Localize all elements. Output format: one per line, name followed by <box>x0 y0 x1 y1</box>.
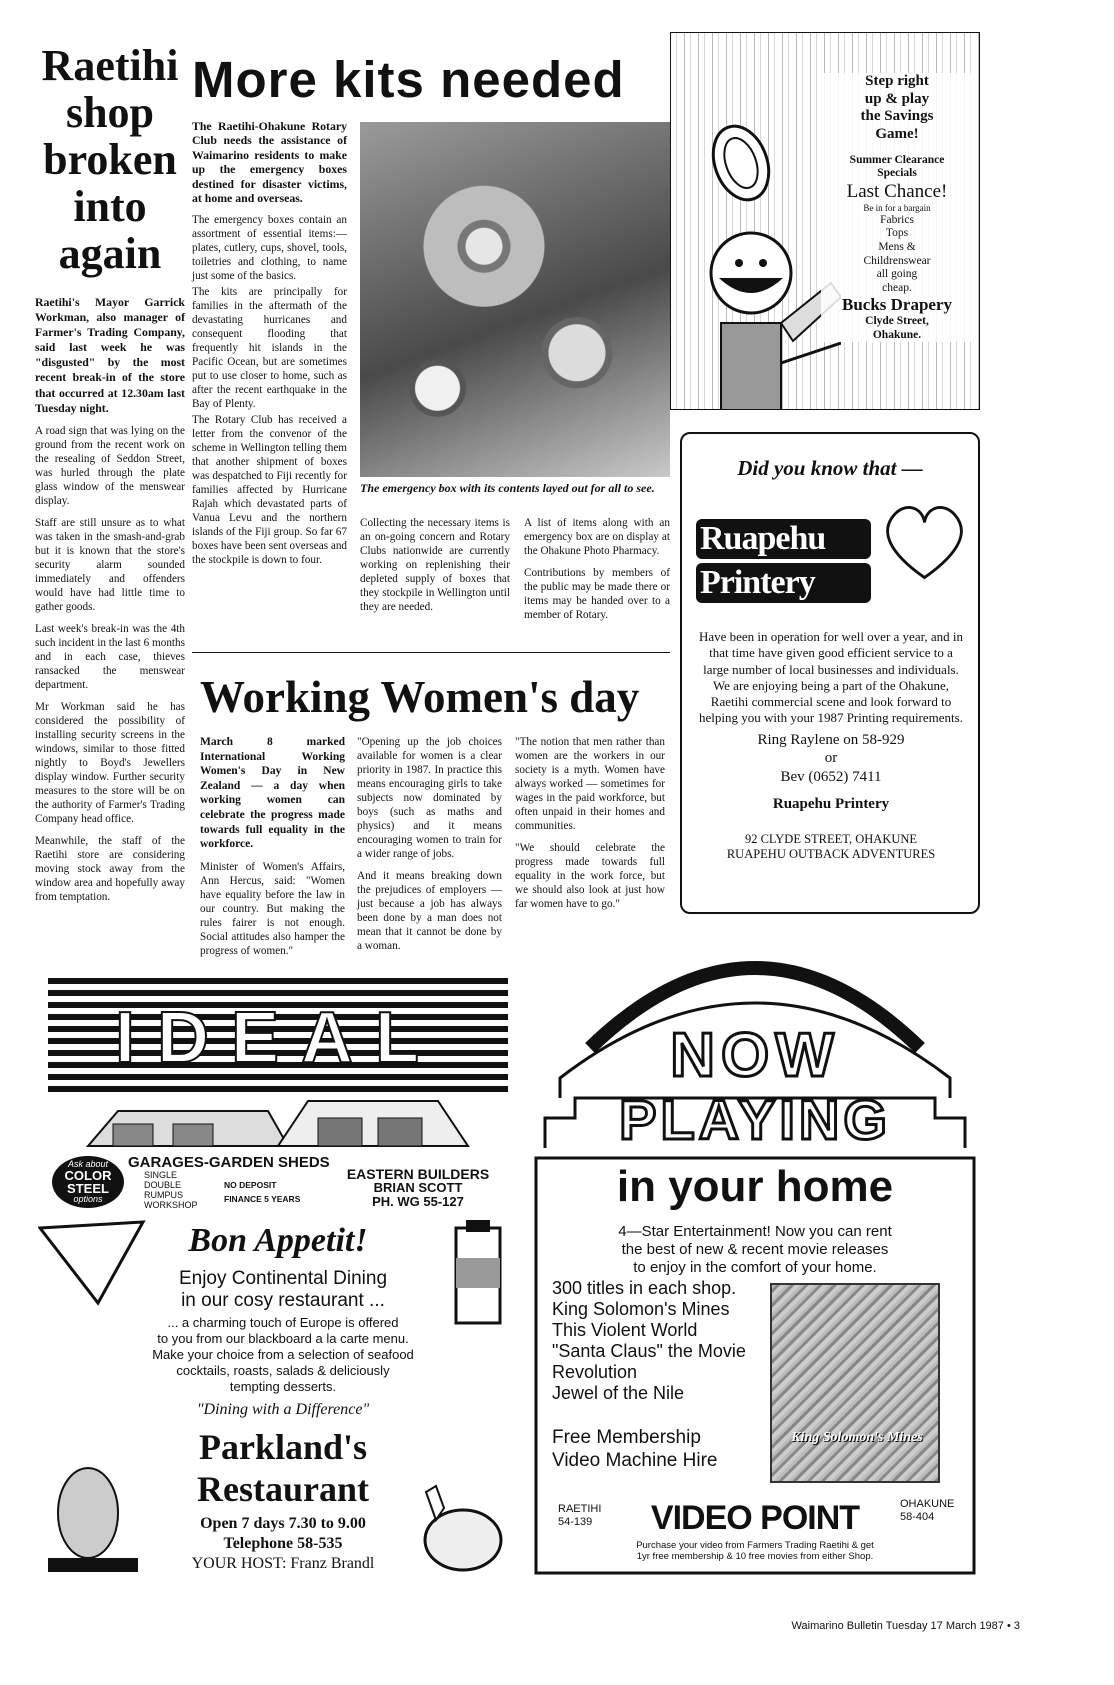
bucks-l5: Summer Clearance <box>849 153 945 166</box>
bucks-l12: Childrenswear <box>863 254 931 267</box>
women-col3 <box>515 735 665 919</box>
finance-years: FINANCE 5 YEARS <box>224 1194 301 1204</box>
raetihi-lede: Raetihi's Mayor Garrick Workman, also manager of Farmer's Trading Company, said last week he was "disgusted" by the most recent break-in of the store that occurred at 12.30am last Tuesday night. <box>35 295 185 415</box>
steel-text: STEEL <box>67 1181 109 1196</box>
video-foot2: 1yr free membership & 10 free movies from either Shop. <box>636 1551 874 1562</box>
parkland-l6: cocktails, roasts, salads & deliciously <box>176 1363 390 1378</box>
kits-col2 <box>360 516 510 622</box>
parkland-slogan: "Dining with a Difference" <box>196 1401 370 1418</box>
women-p5: "We should celebrate the progress made towards full equality in the work force, but we should also look at just how far women have to go." <box>515 842 665 910</box>
eastern-builders: EASTERN BUILDERS <box>346 1166 490 1182</box>
video-foot1: Purchase your video from Farmers Trading Raetihi & get <box>636 1540 874 1551</box>
divider <box>192 652 670 653</box>
video-footer <box>550 1540 960 1562</box>
video-tag2: the best of new & recent movie releases <box>621 1241 889 1258</box>
ideal-logo: IDEAL <box>115 998 441 1078</box>
video-t5: Revolution <box>552 1362 638 1382</box>
video-m1: Free Membership <box>552 1427 701 1448</box>
garages-text: GARAGES-GARDEN SHEDS <box>128 1154 330 1171</box>
type-rumpus: RUMPUS <box>144 1190 184 1200</box>
kits-lede: The Raetihi-Ohakune Rotary Club needs the assistance of Waimarino residents to make up the emergency boxes destined for disaster victims, at home and overseas. <box>192 119 347 205</box>
women-col1 <box>200 735 345 966</box>
bottles-illustration <box>448 1218 508 1328</box>
finance-terms <box>224 1178 300 1206</box>
bucks-l11: Mens & <box>878 241 916 254</box>
kits-p3: The Rotary Club has received a letter from the convenor of the scheme in Wellington telling them that another shipment of boxes was despatched to Fiji recently for families affected by Hurricane Rajah which devastated parts of Vanua Levu and the northern islands of the Fiji group. So far 67 boxes have been sent overseas and the stockpile is down to four. <box>192 414 348 567</box>
bucks-l2: up & play <box>864 90 930 107</box>
video-t1: 300 titles in each shop. <box>552 1278 737 1298</box>
photo-caption: The emergency box with its contents layed out for all to see. <box>360 481 655 495</box>
building-types <box>144 1170 198 1210</box>
women-p4: "The notion that men rather than women are the workers in our society is a myth. Women have always worked — sometimes for wages in the paid workforce, but often unpaid in their homes and communities. <box>515 736 665 832</box>
no-deposit: NO DEPOSIT <box>224 1180 277 1190</box>
type-single: SINGLE <box>144 1170 178 1180</box>
cartoon-man-illustration <box>671 73 841 410</box>
video-t4: "Santa Claus" the Movie <box>552 1341 746 1361</box>
parkland-l5: Make your choice from a selection of seafood <box>152 1347 414 1362</box>
kits-col3 <box>524 516 670 630</box>
video-t2: King Solomon's Mines <box>552 1299 730 1319</box>
color-steel-badge <box>52 1156 124 1208</box>
video-tag1: 4—Star Entertainment! Now you can rent <box>618 1223 892 1240</box>
color-text: COLOR <box>64 1168 112 1183</box>
parkland-desc <box>113 1315 453 1395</box>
ruapehu-tag: RUAPEHU OUTBACK ADVENTURES <box>726 847 936 862</box>
parkland-l2: in our cosy restaurant ... <box>181 1290 385 1311</box>
options-text: options <box>73 1194 103 1204</box>
parkland-open: Open 7 days 7.30 to 9.00 <box>200 1515 366 1532</box>
parkland-name1: Parkland's <box>198 1427 368 1467</box>
raetihi-label: RAETIHI <box>558 1503 602 1515</box>
parkland-l3: ... a charming touch of Europe is offered <box>167 1315 399 1330</box>
kits-p1: The emergency boxes contain an assortment of essential items:— plates, cutlery, cups, shovel, tools, toiletries and clothing, to name just some of the basics. <box>192 214 347 283</box>
parkland-intro <box>123 1268 443 1312</box>
parkland-host: YOUR HOST: Franz Brandl <box>191 1555 375 1572</box>
raetihi-number: 54-139 <box>558 1516 593 1528</box>
ideal-ad <box>48 978 508 1210</box>
movie-cover-title: King Solomon's Mines <box>791 1430 923 1445</box>
video-point-logo: VIDEO POINT <box>650 1499 860 1537</box>
heart-icon <box>877 494 972 589</box>
ruapehu-title: Did you know that — <box>737 456 923 480</box>
ruapehu-logo <box>696 519 871 603</box>
kits-p4: Collecting the necessary items is an on-going concern and Rotary Clubs nationwide are currently working on replenishing their depleted supply of boxes that they stockpile in Wellington until they are needed. <box>360 517 510 613</box>
women-p1: Minister of Women's Affairs, Ann Hercus, said: "Women have equality before the law in our country. But making the rules fairer is not enough. Social attitudes also hamper the progress of women." <box>200 860 345 957</box>
bucks-l4: Game! <box>875 126 919 143</box>
bucks-name: Bucks Drapery <box>841 295 953 315</box>
bucks-l7: Last Chance! <box>846 180 948 202</box>
ruapehu-body <box>698 629 964 863</box>
parkland-name <box>138 1426 428 1510</box>
women-headline: Working Women's day <box>200 672 640 722</box>
page-footer: Waimarino Bulletin Tuesday 17 March 1987 • 3 <box>791 1620 1020 1632</box>
parkland-title: Bon Appetit! <box>188 1222 368 1259</box>
ruapehu-logo-line2: Printery <box>696 563 871 603</box>
ideal-phone: PH. WG 55-127 <box>372 1194 464 1209</box>
brian-scott: BRIAN SCOTT <box>373 1180 463 1195</box>
ruapehu-para2: We are enjoying being a part of the Ohakune, Raetihi commercial scene and look forward to helping you with your 1987 Printing requirements. <box>699 677 963 726</box>
raetihi-p3: Last week's break-in was the 4th such incident in the last 6 months and in each case, thieves ransacked the menswear department. <box>35 622 185 691</box>
raetihi-p4: Mr Workman said he has considered the possibility of installing security screens in the windows, similar to those fitted nightly to Boyd's Jewellers display window. Further security measures to the store will be on the authority of Farmer's Trading Company head office. <box>35 700 185 825</box>
parkland-info <box>138 1514 428 1574</box>
bucks-l14: cheap. <box>882 281 912 294</box>
video-t3: This Violent World <box>552 1320 698 1340</box>
ruapehu-or: or <box>824 750 838 767</box>
ruapehu-bev: Bev (0652) 7411 <box>780 769 882 785</box>
parkland-l7: tempting desserts. <box>229 1379 337 1394</box>
ohakune-number: 58-404 <box>900 1511 935 1523</box>
ruapehu-ad <box>680 432 980 914</box>
video-tag3: to enjoy in the comfort of your home. <box>633 1259 877 1276</box>
type-workshop: WORKSHOP <box>144 1200 198 1210</box>
now-text: NOW <box>670 1021 840 1090</box>
parkland-l4: to you from our blackboard a la carte menu. <box>157 1331 409 1346</box>
women-col2 <box>357 735 502 961</box>
raetihi-p5: Meanwhile, the staff of the Raetihi store are considering moving stock away from the window area and hopefully away from temptation. <box>35 834 185 903</box>
bucks-l3: the Savings <box>860 108 934 125</box>
ohakune-phone <box>900 1498 954 1524</box>
raetihi-p2: Staff are still unsure as to what was taken in the smash-and-grab but it is known that the store's security alarm sounded immediately and offenders would have had little time to gather goods. <box>35 516 185 613</box>
parkland-l1: Enjoy Continental Dining <box>178 1268 388 1289</box>
bucks-l6: Specials <box>877 167 917 180</box>
emergency-box-photo <box>360 122 670 477</box>
kits-p6: Contributions by members of the public may be made there or items may be handed over to a member of Rotary. <box>524 567 670 621</box>
parkland-ad <box>38 1218 508 1583</box>
bucks-l10: Tops <box>885 227 909 240</box>
in-your-home: in your home <box>616 1162 894 1211</box>
parkland-name2: Restaurant <box>197 1469 369 1509</box>
bucks-l8: Be in for a bargain <box>863 203 931 214</box>
buildings-illustration <box>78 1096 478 1154</box>
bucks-text <box>821 73 973 342</box>
bucks-l9: Fabrics <box>880 213 914 226</box>
raetihi-headline: Raetihi shop broken into again <box>41 41 179 278</box>
ruapehu-name: Ruapehu Printery <box>772 795 890 812</box>
raetihi-p1: A road sign that was lying on the ground from the recent work on the resealing of Seddon Street, was hurled through the plate glass window of the menswear display. <box>35 424 185 507</box>
ohakune-label: OHAKUNE <box>900 1498 955 1510</box>
kits-headline: More kits needed <box>192 51 625 108</box>
chicken-illustration <box>418 1480 508 1580</box>
builder-contact <box>328 1167 508 1209</box>
video-t6: Jewel of the Nile <box>552 1383 685 1403</box>
women-lede: March 8 marked International Working Women's Day in New Zealand — a day when working women can celebrate the progress made towards full equality in the workforce. <box>200 736 345 851</box>
raetihi-phone <box>558 1503 601 1529</box>
kits-p2: The kits are principally for families in the aftermath of the devastating hurricanes and consequent flooding that frequently hit islands in the Pacific Ocean, but are sometimes put to use closer to home, such as after the recent earthquake in the Bay of Plenty. <box>192 286 347 411</box>
movie-cover-image <box>770 1283 940 1483</box>
kits-p5: A list of items along with an emergency box are on display at the Ohakune Photo Pharmacy. <box>524 517 670 557</box>
raetihi-story <box>35 42 185 912</box>
ask-about: Ask about <box>67 1159 109 1169</box>
bucks-l1: Step right <box>865 73 929 89</box>
video-m2: Video Machine Hire <box>552 1450 718 1471</box>
type-double: DOUBLE <box>144 1180 182 1190</box>
bucks-addr2: Ohakune. <box>872 328 922 341</box>
parkland-tel: Telephone 58-535 <box>223 1535 343 1552</box>
kits-col1 <box>192 119 347 575</box>
bucks-l13: all going <box>876 268 918 281</box>
ruapehu-logo-line1: Ruapehu <box>696 519 871 559</box>
women-p2: "Opening up the job choices available for women is a clear priority in 1987. In practice this means encouraging girls to take subjects now dominated by boys (such as maths and physics) and it means encouraging women to train for a wider range of jobs. <box>357 736 502 860</box>
women-p3: And it means breaking down the prejudices of employers — just because a job has always been done by a man does not mean that it cannot be done by a woman. <box>357 870 502 952</box>
bucks-ad <box>670 32 980 410</box>
ruapehu-ring: Ring Raylene on 58-929 <box>757 731 905 748</box>
video-tagline <box>550 1223 960 1277</box>
playing-text: PLAYING <box>619 1088 891 1151</box>
bucks-addr1: Clyde Street, <box>865 315 929 328</box>
corn-illustration <box>38 1458 148 1578</box>
video-ad <box>530 948 980 1578</box>
ruapehu-para1: Have been in operation for well over a year, and in that time have given good efficient service to a large number of local businesses and individuals. <box>698 629 964 677</box>
ruapehu-addr: 92 CLYDE STREET, OHAKUNE <box>744 831 918 846</box>
